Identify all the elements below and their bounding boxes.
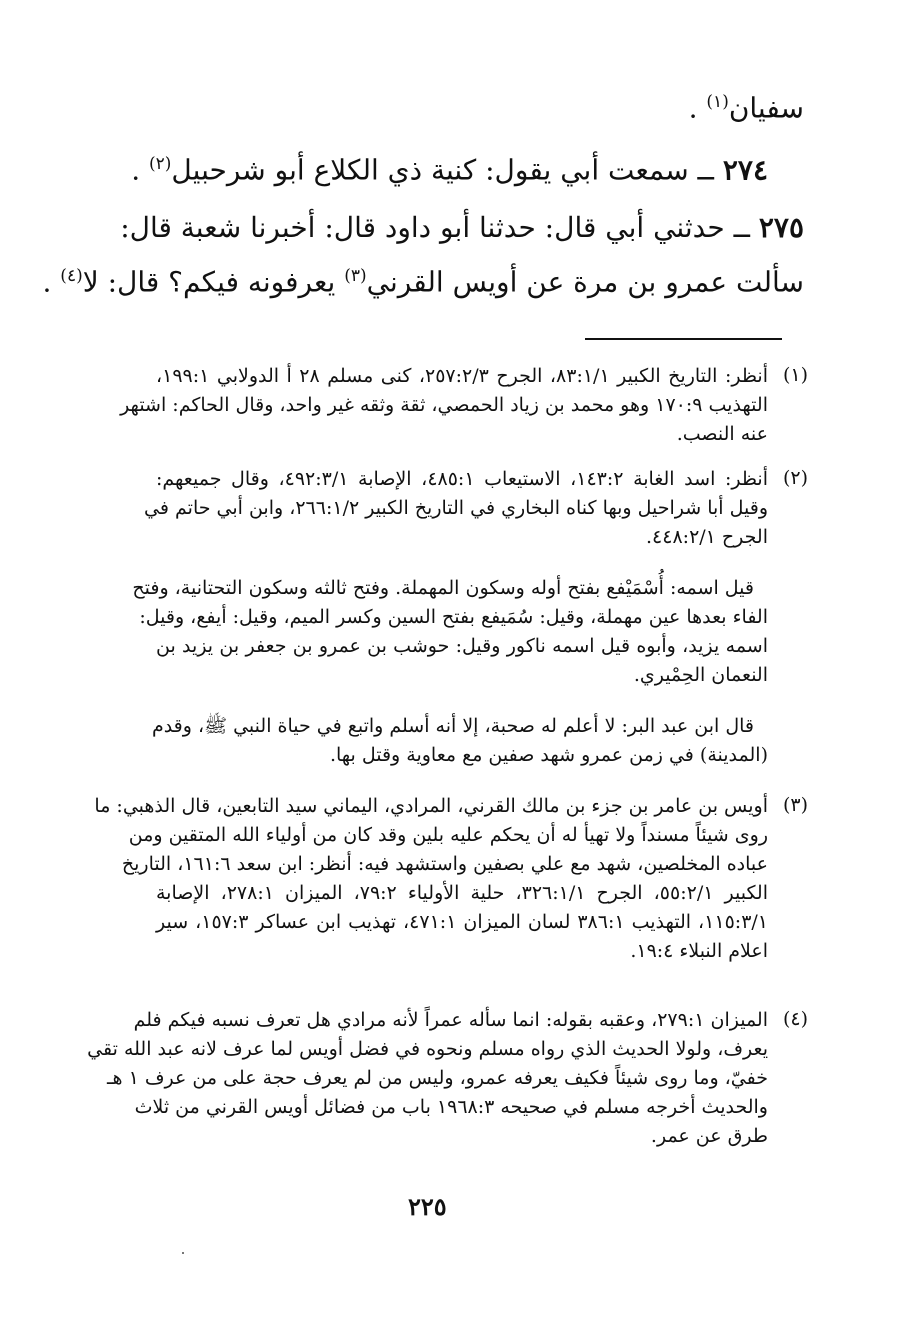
footnote-3-mark: (٣): [782, 794, 808, 816]
footnote-3-line: ١١٥:٣/١، التهذيب ٣٨٦:١ لسان الميزان ٤٧١:١، تهذيب ابن عساكر ١٥٧:٣، سير: [156, 911, 768, 933]
footnote-1-line: التهذيب ١٧٠:٩ وهو محمد بن زياد الحمصي، ثقة وثقه غير واحد، وقال الحاكم: اشتهر: [120, 394, 768, 416]
footnote-2-line: النعمان الحِمْيري.: [633, 664, 768, 686]
footnote-1-line: عنه النصب.: [676, 423, 768, 445]
footnote-4-mark: (٤): [782, 1008, 808, 1030]
entry-275-line-2: [42, 256, 804, 302]
footnote-2-mark: (٢): [782, 467, 808, 489]
footnote-2-line: قال ابن عبد البر: لا أعلم له صحبة، إلا أنه أسلم واتبع في حياة النبي ﷺ، وقدم: [151, 715, 754, 737]
footnote-4-line: والحديث أخرجه مسلم في صحيحه ١٩٦٨:٣ باب من فضائل أويس القرني من ثلاث: [134, 1096, 768, 1118]
main-line-1: [689, 82, 804, 128]
entry-275-end: .: [42, 265, 61, 299]
footnote-3-line: اعلام النبلاء ١٩:٤.: [630, 940, 768, 962]
footnote-4-line: يعرف، ولولا الحديث الذي رواه مسلم ونحوه في فضل أويس لما عرف لانه عبد الله تقي: [87, 1038, 768, 1060]
footnote-4-line: الميزان ٢٧٩:١، وعقبه بقوله: انما سأله عمراً لأنه مرادي هل تعرف نسبه فيكم فلم: [133, 1009, 768, 1031]
entry-275-number: ٢٧٥: [758, 211, 804, 244]
footnote-1-mark: (١): [782, 364, 808, 386]
scan-speck: [182, 1252, 184, 1254]
footnote-3-line: أويس بن عامر بن جزء بن مالك القرني، المرادي، اليماني سيد التابعين، قال الذهبي: ما: [94, 795, 768, 817]
footnote-4-line: خفيّ، وما روى شيئاً فكيف يعرفه عمرو، وليس من لم يعرف حجة على من عرف ١ هـ: [106, 1067, 768, 1089]
footnote-1-line: أنظر: التاريخ الكبير ٨٣:١/١، الجرح ٢٥٧:٢/٣، كنى مسلم ٢٨ أ الدولابي ١٩٩:١،: [156, 365, 768, 387]
footnote-3-line: روى شيئاً مسنداً ولا تهيأ له أن يحكم عليه بلين وقد كان من أولياء الله المتقين ومن: [128, 824, 768, 846]
footnote-ref-2[interactable]: (٢): [149, 154, 172, 174]
entry-274-end: .: [131, 153, 149, 187]
entry-275-text-2a: سألت عمرو بن مرة عن أويس القرني: [366, 265, 804, 299]
main-line-1-end: .: [688, 91, 707, 125]
footnote-3: [94, 792, 769, 966]
entry-275-text-2b: يعرفونه فيكم؟ قال: لا: [82, 265, 345, 299]
footnote-2-line: الفاء بعدها عين مهملة، وقيل: سُمَيفع بفتح السين وكسر الميم، وقيل: أيفع، وقيل:: [139, 606, 768, 628]
footnote-2-line: الجرح ٤٤٨:٢/١.: [646, 526, 768, 548]
footnote-2: [144, 465, 768, 552]
footnote-3-line: عباده المخلصين، شهد مع علي بصفين واستشهد فيه: أنظر: ابن سعد ١٦١:٦، التاريخ: [121, 853, 768, 875]
main-line-1-text: سفيان: [728, 91, 804, 125]
entry-274: [131, 144, 768, 190]
footnote-2-line: أنظر: اسد الغابة ١٤٣:٢، الاستيعاب ٤٨٥:١، الإصابة ٤٩٢:٣/١، وقال جميعهم:: [156, 468, 768, 490]
entry-275-line-1: [120, 208, 804, 248]
footnote-2-paragraph-2: [132, 574, 768, 690]
footnote-2-line: اسمه يزيد، وأبوه قيل اسمه ناكور وقيل: حوشب بن عمرو بن جعفر بن يزيد بن: [156, 635, 768, 657]
footnote-ref-1[interactable]: (١): [706, 92, 729, 112]
footnote-separator: [585, 338, 782, 340]
footnote-ref-3[interactable]: (٣): [344, 266, 367, 286]
footnote-1: [120, 362, 768, 449]
footnote-4-line: طرق عن عمر.: [650, 1125, 768, 1147]
entry-274-text: ــ سمعت أبي يقول: كنية ذي الكلاع أبو شرحبيل: [171, 153, 723, 187]
footnote-4: [87, 1006, 768, 1151]
entry-275-text-1: ــ حدثني أبي قال: حدثنا أبو داود قال: أخبرنا شعبة قال:: [120, 211, 759, 244]
entry-274-number: ٢٧٤: [722, 153, 768, 187]
footnote-ref-4[interactable]: (٤): [60, 266, 83, 286]
page-number: ٢٢٥: [408, 1192, 447, 1221]
footnote-2-line: قيل اسمه: أُسْمَيْفع بفتح أوله وسكون المهملة. وفتح ثالثه وسكون التحتانية، وفتح: [132, 577, 754, 599]
footnote-2-paragraph-3: [151, 712, 768, 770]
footnote-2-line: وقيل أبا شراحيل وبها كناه البخاري في التاريخ الكبير ٢٦٦:١/٢، وابن أبي حاتم في: [144, 497, 768, 519]
footnote-3-line: الكبير ٥٥:٢/١، الجرح ٣٢٦:١/١، حلية الأولياء ٧٩:٢، الميزان ٢٧٨:١، الإصابة: [156, 882, 769, 904]
footnote-2-line: (المدينة) في زمن عمرو شهد صفين مع معاوية وقتل بها.: [329, 744, 768, 766]
